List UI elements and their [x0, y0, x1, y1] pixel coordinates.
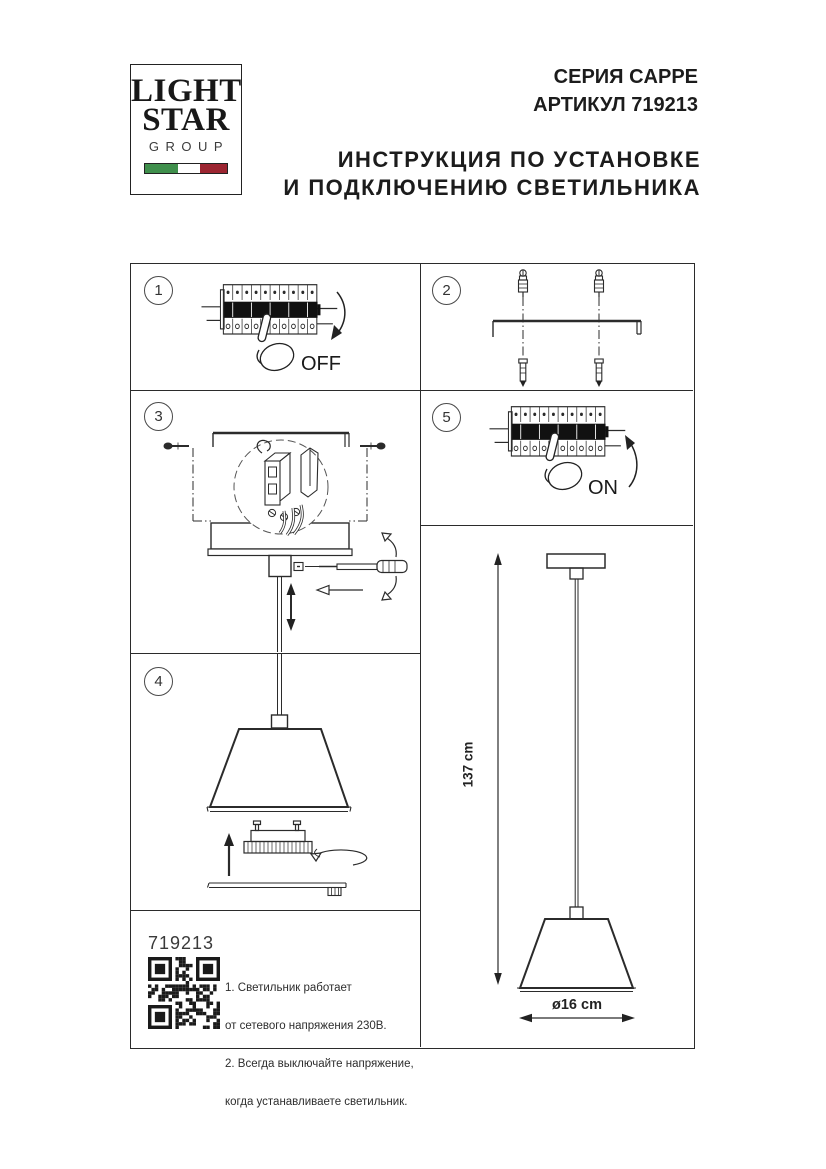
flag-white	[178, 164, 200, 173]
gx53-lamp-icon	[244, 821, 312, 853]
arrow-up-down-icon	[287, 583, 296, 631]
step-4-number: 4	[144, 667, 173, 696]
step-1-number: 1	[144, 276, 173, 305]
instruction-title-block	[283, 146, 701, 202]
diffuser-plate-icon	[208, 883, 347, 896]
pointing-hand-icon	[257, 313, 297, 374]
series-title-block	[533, 63, 698, 119]
circuit-breaker-off-illustration	[131, 264, 419, 389]
note-line-4: когда устанавливаете светильник.	[225, 1096, 408, 1108]
screw-icon	[595, 270, 604, 297]
article-title: АРТИКУЛ 719213	[533, 94, 698, 116]
safety-notes	[225, 960, 414, 1131]
mounting-hardware-illustration	[421, 264, 691, 389]
wall-anchor-icon	[519, 359, 527, 387]
note-line-1: 1. Светильник работает	[225, 982, 352, 994]
logo-word-group: GROUP	[148, 139, 230, 154]
step-2-panel	[421, 264, 693, 391]
screw-icon	[519, 270, 528, 297]
off-label: OFF	[301, 353, 341, 375]
circuit-breaker-on-illustration	[421, 391, 691, 524]
logo-word-light: LIGHT	[131, 73, 242, 109]
step-5-number: 5	[432, 403, 461, 432]
dimensions-panel	[421, 526, 693, 1047]
diameter-dimension-label: ø16 cm	[552, 997, 602, 1013]
article-notes-panel	[131, 911, 421, 1108]
step-3-panel	[131, 391, 421, 654]
rotate-ellipse-arrow-icon	[311, 849, 367, 865]
arrow-up-icon	[625, 435, 637, 487]
instruction-grid	[130, 263, 695, 1108]
pointing-hand-icon	[545, 432, 585, 493]
screwdriver-icon	[294, 561, 407, 573]
arrow-down-icon	[331, 292, 345, 340]
lightstar-logo	[130, 64, 242, 195]
canopy-mounting-illustration	[131, 391, 419, 652]
logo-word-star: STAR	[142, 102, 230, 138]
step-5-panel	[421, 391, 693, 526]
step-2-number: 2	[432, 276, 461, 305]
terminal-block-detail	[234, 440, 328, 535]
note-line-2: от сетевого напряжения 230В.	[225, 1020, 387, 1032]
instruction-line-1: ИНСТРУКЦИЯ ПО УСТАНОВКЕ	[337, 147, 701, 172]
step-3-number: 3	[144, 402, 173, 431]
step-1-panel	[131, 264, 421, 391]
flag-red	[200, 164, 227, 173]
diameter-dimension	[519, 1014, 635, 1022]
arrow-up-icon	[224, 833, 234, 876]
step-4-panel	[131, 654, 421, 911]
shade-assembly-illustration	[131, 654, 419, 909]
height-dimension	[494, 553, 502, 985]
instruction-line-2: И ПОДКЛЮЧЕНИЮ СВЕТИЛЬНИКА	[283, 175, 701, 200]
height-dimension-label: 137 cm	[460, 741, 476, 788]
article-number: 719213	[148, 933, 215, 953]
flag-green	[145, 164, 178, 173]
note-line-3: 2. Всегда выключайте напряжение,	[225, 1058, 414, 1070]
wall-anchor-icon	[595, 359, 603, 387]
on-label: ON	[588, 477, 618, 499]
italian-flag-stripe	[144, 163, 228, 174]
series-title: СЕРИЯ CAPPE	[553, 66, 698, 88]
arrow-left-icon	[317, 586, 363, 595]
qr-code	[148, 957, 220, 1029]
